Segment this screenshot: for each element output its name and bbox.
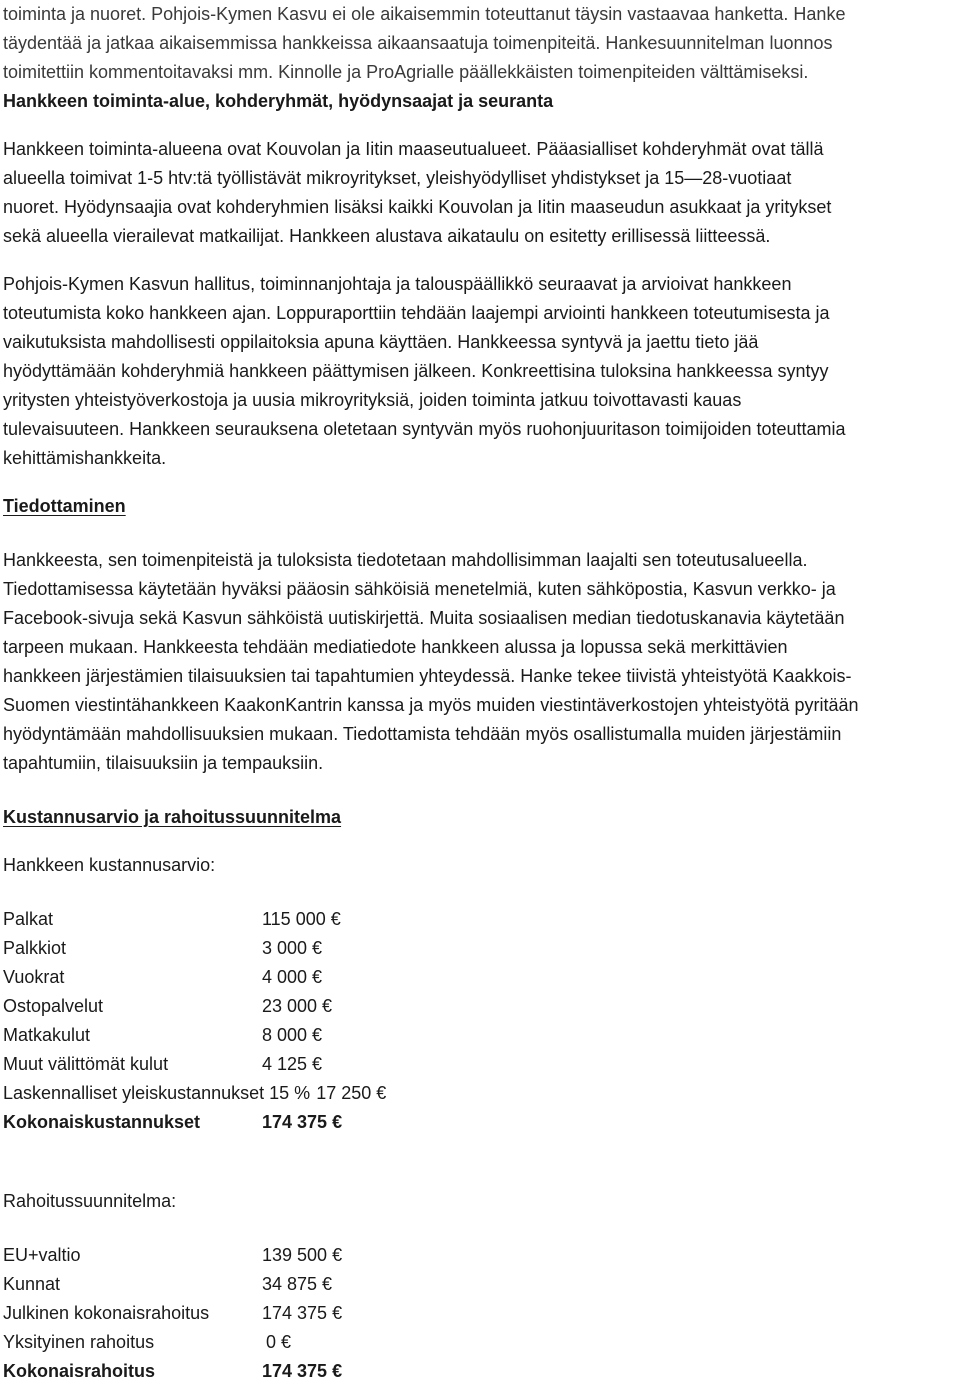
budget-total-value: 174 375 € (262, 1112, 343, 1132)
funding-row (3, 1241, 958, 1270)
document-page (3, 0, 958, 1386)
intro-line: täydentää ja jatkaa aikaisemmissa hankkeissa aikaansaatuja toimenpiteitä. Hankesuunnitelman luonnos (3, 33, 833, 53)
budget-row (3, 1050, 958, 1079)
section-heading-kustannusarvio: Kustannusarvio ja rahoitussuunnitelma (3, 807, 342, 827)
funding-label: EU+valtio (3, 1245, 81, 1265)
budget-value: 3 000 € (262, 938, 323, 958)
paragraph-line: yritysten yhteistyöverkostoja ja uusia mikroyrityksiä, joiden toiminta jatkuu toivottavasti kauas (3, 390, 742, 410)
funding-total-row (3, 1357, 958, 1386)
spacer (3, 880, 958, 905)
funding-row (3, 1299, 958, 1328)
funding-table (3, 1241, 958, 1386)
paragraph-line: tulevaisuuteen. Hankkeen seurauksena oletetaan syntyvän myös ruohonjuuritason toimijoiden toteuttamia (3, 419, 846, 439)
intro-line: toiminta ja nuoret. Pohjois-Kymen Kasvu ei ole aikaisemmin toteuttanut täysin vastaavaa hanketta. Hanke (3, 4, 846, 24)
funding-label: Julkinen kokonaisrahoitus (3, 1303, 210, 1323)
budget-label: Laskennalliset yleiskustannukset 15 % (3, 1083, 311, 1103)
budget-value: 115 000 € (262, 909, 341, 929)
funding-total-value: 174 375 € (262, 1361, 343, 1381)
budget-total-row (3, 1108, 958, 1137)
paragraph-line: nuoret. Hyödynsaajia ovat kohderyhmien lisäksi kaikki Kouvolan ja Iitin maaseudun asukkaat ja yritykset (3, 197, 832, 217)
section-heading-toiminta-alue: Hankkeen toiminta-alue, kohderyhmät, hyödynsaajat ja seuranta (3, 91, 554, 111)
paragraph-line: tapahtumiin, tilaisuuksiin ja tempauksiin. (3, 753, 324, 773)
funding-row (3, 1270, 958, 1299)
paragraph-seuranta (3, 270, 958, 473)
funding-value: 139 500 € (262, 1245, 343, 1265)
funding-value: 34 875 € (262, 1274, 333, 1294)
budget-value: 4 125 € (262, 1054, 323, 1074)
spacer (3, 473, 958, 492)
intro-line: toimitettiin kommentoitavaksi mm. Kinnolle ja ProAgrialle päällekkäisten toimenpiteiden välttämiseksi. (3, 62, 809, 82)
spacer (3, 251, 958, 270)
budget-label: Vuokrat (3, 967, 65, 987)
budget-label: Matkakulut (3, 1025, 91, 1045)
budget-row (3, 1021, 958, 1050)
paragraph-line: tarpeen mukaan. Hankkeesta tehdään mediatiedote hankkeen alussa ja lopussa sekä merkittävien (3, 637, 788, 657)
paragraph-line: alueella toimivat 1-5 htv:tä työllistävät mikroyritykset, yleishyödylliset yhdistykset ja 15—28-vuotiaat (3, 168, 792, 188)
funding-value: 0 € (266, 1332, 292, 1352)
intro-paragraph (3, 0, 958, 87)
paragraph-line: hyödyttämään kohderyhmiä hankkeen päättymisen jälkeen. Konkreettisina tuloksina hankkeessa syntyy (3, 361, 829, 381)
budget-total-label: Kokonaiskustannukset (3, 1112, 201, 1132)
budget-row (3, 934, 958, 963)
paragraph-line: Hankkeen toiminta-alueena ovat Kouvolan ja Iitin maaseutualueet. Pääasialliset kohderyhmät ovat tällä (3, 139, 824, 159)
paragraph-line: Hankkeesta, sen toimenpiteistä ja tuloksista tiedotetaan mahdollisimman laajalti sen toteutusalueella. (3, 550, 808, 570)
funding-row (3, 1328, 958, 1357)
paragraph-line: Facebook-sivuja sekä Kasvun sähköistä uutiskirjettä. Muita sosiaalisen median tiedotuskanavia käytetään (3, 608, 845, 628)
funding-total-label: Kokonaisrahoitus (3, 1361, 156, 1381)
budget-value: 17 250 € (316, 1083, 387, 1103)
spacer (3, 116, 958, 135)
paragraph-line: hankkeen järjestämien tilaisuuksien tai tapahtumien yhteydessä. Hanke tekee tiivistä yhteistyötä Kaakkois- (3, 666, 852, 686)
budget-row (3, 1079, 958, 1108)
paragraph-line: Pohjois-Kymen Kasvun hallitus, toiminnanjohtaja ja talouspäällikkö seuraavat ja arvioivat hankkeen (3, 274, 792, 294)
budget-table (3, 905, 958, 1137)
budget-value: 4 000 € (262, 967, 323, 987)
paragraph-line: Suomen viestintähankkeen KaakonKantrin kanssa ja myös muiden viestintäverkostojen yhteistyötä pyritään (3, 695, 859, 715)
budget-title: Hankkeen kustannusarvio: (3, 855, 216, 875)
funding-label: Yksityinen rahoitus (3, 1332, 155, 1352)
budget-label: Muut välittömät kulut (3, 1054, 169, 1074)
budget-label: Palkkiot (3, 938, 67, 958)
budget-value: 8 000 € (262, 1025, 323, 1045)
budget-row (3, 905, 958, 934)
paragraph-tiedottaminen (3, 546, 958, 778)
paragraph-line: kehittämishankkeita. (3, 448, 167, 468)
spacer (3, 1137, 958, 1187)
paragraph-line: toteutumista koko hankkeen ajan. Loppuraporttiin tehdään laajempi arviointi hankkeen toteutumisesta ja (3, 303, 830, 323)
spacer (3, 778, 958, 803)
paragraph-toiminta-alue (3, 135, 958, 251)
budget-value: 23 000 € (262, 996, 333, 1016)
paragraph-line: Tiedottamisessa käytetään hyväksi pääosin sähköisiä menetelmiä, kuten sähköpostia, Kasvun verkko- ja (3, 579, 836, 599)
paragraph-line: hyödyntämään mahdollisuuksien mukaan. Tiedottamista tehdään myös osallistumalla muiden järjestämiin (3, 724, 842, 744)
spacer (3, 1216, 958, 1241)
section-heading-tiedottaminen: Tiedottaminen (3, 496, 126, 516)
spacer (3, 832, 958, 851)
funding-label: Kunnat (3, 1274, 61, 1294)
budget-label: Palkat (3, 909, 54, 929)
budget-row (3, 963, 958, 992)
paragraph-line: vaikutuksista mahdollisesti oppilaitoksia apuna käyttäen. Hankkeessa syntyvä ja jaettu tieto jää (3, 332, 759, 352)
spacer (3, 521, 958, 546)
paragraph-line: sekä alueella vierailevat matkailijat. Hankkeen alustava aikataulu on esitetty erillisessä liitteessä. (3, 226, 771, 246)
funding-value: 174 375 € (262, 1303, 343, 1323)
budget-row (3, 992, 958, 1021)
funding-title: Rahoitussuunnitelma: (3, 1191, 177, 1211)
budget-label: Ostopalvelut (3, 996, 104, 1016)
